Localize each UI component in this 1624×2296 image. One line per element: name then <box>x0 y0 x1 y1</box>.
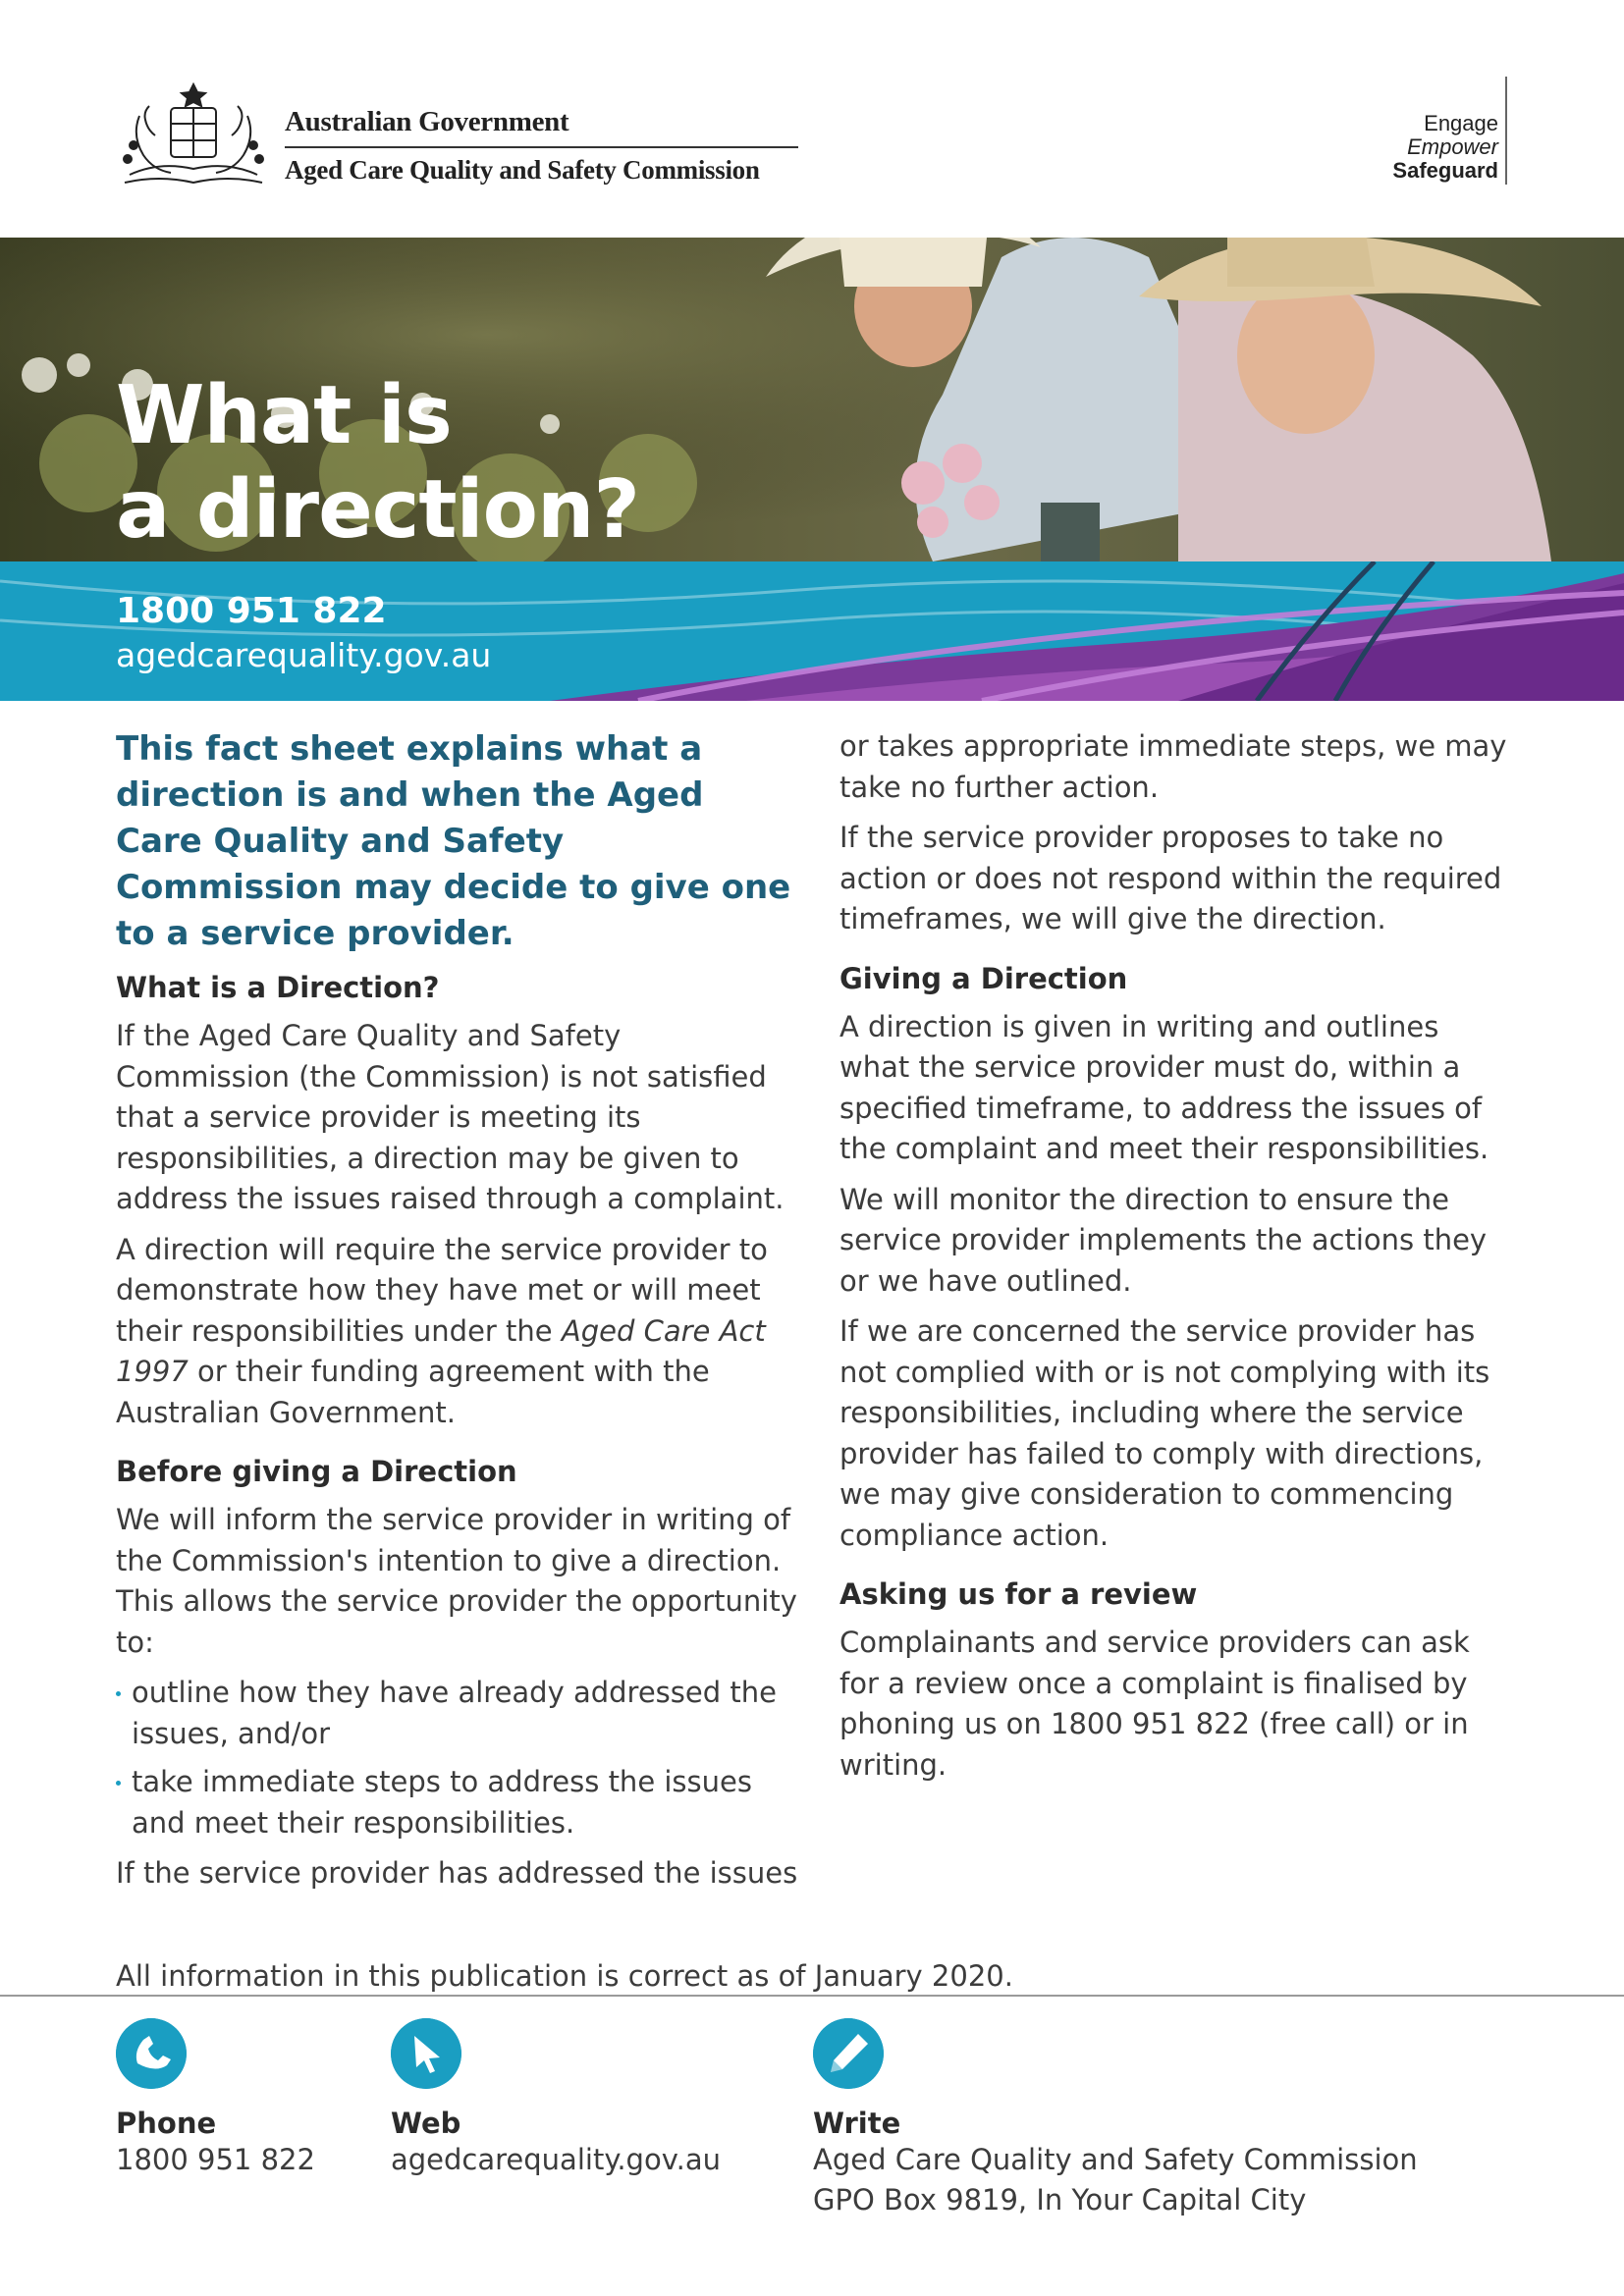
giving-paragraph-2: We will monitor the direction to ensure the service provider implements the actions they or we have outlined. <box>839 1182 1488 1298</box>
phone-icon <box>116 2018 187 2089</box>
footer-phone <box>116 2018 315 2180</box>
text-span: or their funding agreement with the Australian Government. <box>116 1355 710 1429</box>
page-title <box>116 369 639 558</box>
right-column <box>839 726 1517 1795</box>
what-is-paragraph-1: If the Aged Care Quality and Safety Commission (the Commission) is not satisfied that a service provider is meeting its responsibilities, a direction may be given to address the issues raised through a complaint. <box>116 1019 785 1215</box>
list-item-text: outline how they have already addressed the issues, and/or <box>132 1676 777 1750</box>
cursor-icon <box>391 2018 461 2089</box>
bullet-icon <box>116 1781 121 1786</box>
before-paragraph-1: We will inform the service provider in writing of the Commission's intention to give a direction. This allows the service provider the opportunity to: <box>116 1503 797 1659</box>
write-line-1: Aged Care Quality and Safety Commission <box>813 2143 1418 2176</box>
footer-divider <box>0 1995 1624 1997</box>
heading-asking-review: Asking us for a review <box>839 1577 1198 1611</box>
opportunity-list <box>116 1673 798 1843</box>
header-divider <box>285 146 798 148</box>
list-item <box>116 1673 798 1754</box>
contact-band <box>0 561 1624 701</box>
band-phone-number[interactable]: 1800 951 822 <box>116 591 387 631</box>
intro-lead: This fact sheet explains what a direction is and when the Aged Care Quality and Safety Commission may decide to give one to a service provider. <box>116 729 791 953</box>
list-item-text: take immediate steps to address the issues and meet their responsibilities. <box>132 1765 752 1840</box>
government-title: Australian Government <box>285 106 569 137</box>
before-paragraph-3: If the service provider proposes to take no action or does not respond within the required timeframes, we will give the direction. <box>839 821 1502 935</box>
tagline-engage: Engage <box>1424 111 1498 135</box>
bullet-icon <box>116 1691 121 1696</box>
tagline-empower: Empower <box>1407 134 1498 159</box>
pen-icon <box>813 2018 884 2089</box>
before-paragraph-2-cont: or takes appropriate immediate steps, we may take no further action. <box>839 729 1507 804</box>
web-value[interactable]: agedcarequality.gov.au <box>391 2143 721 2176</box>
footer-write <box>813 2018 1418 2220</box>
title-line-2: a direction? <box>116 463 639 557</box>
write-label: Write <box>813 2107 901 2140</box>
web-label: Web <box>391 2107 461 2140</box>
text-span: A direction will require the service provider to demonstrate how they have met or will meet their responsibilities under the <box>116 1232 768 1348</box>
before-paragraph-2: If the service provider has addressed the issues <box>116 1856 798 1890</box>
phone-label: Phone <box>116 2107 217 2140</box>
heading-what-is-direction: What is a Direction? <box>116 971 440 1004</box>
title-line-1: What is <box>116 369 452 462</box>
coat-of-arms-icon <box>110 77 277 194</box>
giving-paragraph-1: A direction is given in writing and outlines what the service provider must do, within a specified timeframe, to address the issues of the complaint and meet their responsibilities. <box>839 1009 1489 1165</box>
giving-paragraph-3: If we are concerned the service provider has not complied with or is not complying with its responsibilities, including where the service provider has failed to comply with directions, we may give consideration to commencing compliance action. <box>839 1314 1490 1552</box>
heading-giving-direction: Giving a Direction <box>839 961 1128 995</box>
list-item <box>116 1762 798 1843</box>
write-line-2: GPO Box 9819, In Your Capital City <box>813 2183 1307 2216</box>
phone-value[interactable]: 1800 951 822 <box>116 2143 315 2176</box>
agency-name: Aged Care Quality and Safety Commission <box>285 155 760 185</box>
heading-before-giving: Before giving a Direction <box>116 1455 517 1488</box>
publication-note: All information in this publication is correct as of January 2020. <box>116 1959 1013 1993</box>
footer-web <box>391 2018 721 2180</box>
what-is-paragraph-2 <box>116 1230 798 1434</box>
act-title: Aged Care Act 1997 <box>116 1313 766 1388</box>
tagline-divider <box>1505 77 1507 185</box>
review-paragraph: Complainants and service providers can ask for a review once a complaint is finalised by phoning us on 1800 951 822 (free call) or in writing. <box>839 1626 1470 1782</box>
band-website[interactable]: agedcarequality.gov.au <box>116 636 492 674</box>
left-column <box>116 726 798 1903</box>
tagline-safeguard: Safeguard <box>1392 158 1498 183</box>
tagline <box>1392 112 1498 183</box>
